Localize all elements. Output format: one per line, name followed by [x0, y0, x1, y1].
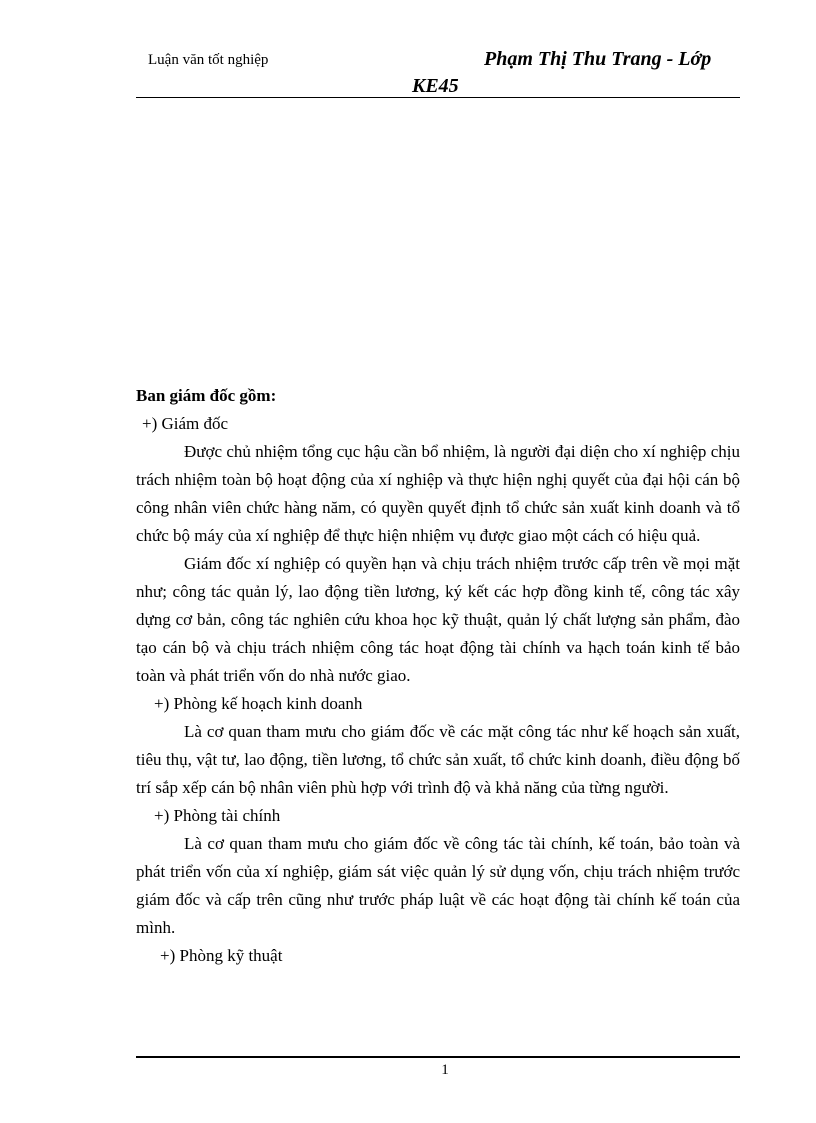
tech-dept-label: +) Phòng kỹ thuật [160, 946, 283, 965]
header-divider [136, 97, 740, 98]
document-body [136, 382, 740, 970]
header-class: KE45 [412, 75, 459, 97]
footer-divider [136, 1056, 740, 1058]
planning-dept-paragraph: Là cơ quan tham mưu cho giám đốc về các mặt công tác như kế hoạch sản xuất, tiêu thụ, vật tư, lao động, tiền lương, tổ chức sản xuất, tổ chức kinh doanh, điều động bố trí sắp xếp cán bộ nhân viên phù hợp với trình độ và khả năng của từng người. [136, 722, 740, 797]
planning-dept-label: +) Phòng kế hoạch kinh doanh [154, 694, 363, 713]
finance-dept-label: +) Phòng tài chính [154, 806, 281, 825]
finance-dept-paragraph: Là cơ quan tham mưu cho giám đốc về công tác tài chính, kế toán, bảo toàn và phát triển vốn của xí nghiệp, giám sát việc quản lý sử dụng vốn, chịu trách nhiệm trước giám đốc và cấp trên cũng như trước pháp luật về các hoạt động tài chính kế toán của mình. [136, 834, 740, 937]
director-label: +) Giám đốc [142, 414, 229, 433]
section-heading: Ban giám đốc gồm: [136, 386, 277, 405]
director-paragraph-1: Được chủ nhiệm tổng cục hậu cần bổ nhiệm, là người đại diện cho xí nghiệp chịu trách nhiệm toàn bộ hoạt động của xí nghiệp và thực hiện nghị quyết của đại hội cán bộ công nhân viên chức hàng năm, có quyền quyết định tổ chức sản xuất kinh doanh và tổ chức bộ máy của xí nghiệp để thực hiện nhiệm vụ được giao một cách có hiệu quả. [136, 442, 740, 545]
header-author: Phạm Thị Thu Trang - Lớp [484, 48, 712, 70]
page-number: 1 [441, 1062, 449, 1078]
director-paragraph-2: Giám đốc xí nghiệp có quyền hạn và chịu trách nhiệm trước cấp trên về mọi mặt như; công tác quản lý, lao động tiền lương, ký kết các hợp đồng kinh tế, công tác xây dựng cơ bản, công tác nghiên cứu khoa học kỹ thuật, quản lý chất lượng sản phẩm, đào tạo cán bộ và chịu trách nhiệm công tác hoạt động tài chính va hạch toán kinh tế bảo toàn và phát triển vốn do nhà nước giao. [136, 554, 740, 685]
header-thesis-label: Luận văn tốt nghiệp [148, 52, 269, 68]
